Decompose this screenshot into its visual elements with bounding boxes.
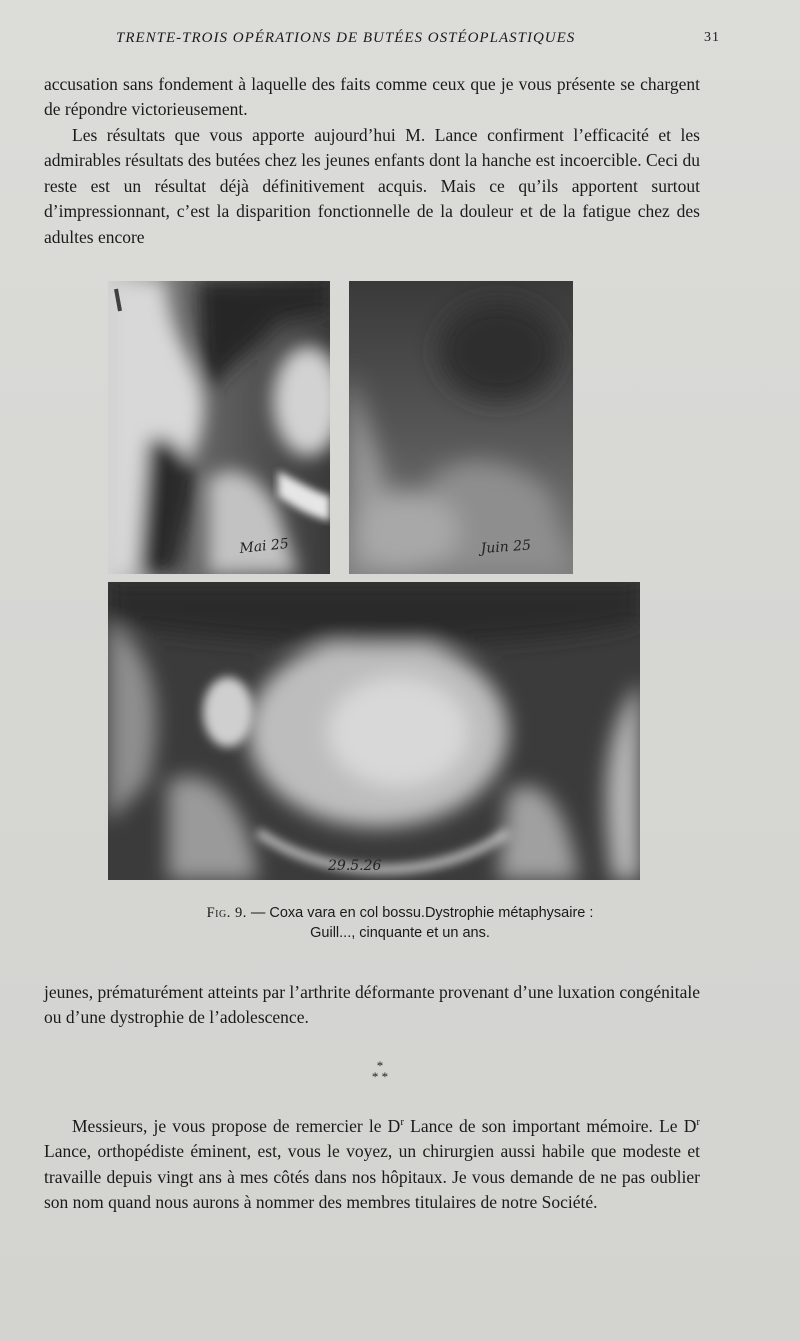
radiograph-pelvis (108, 582, 640, 880)
page-number: 31 (704, 30, 720, 45)
paragraph-3: jeunes, prématurément atteints par l’arthrite déformante provenant d’une luxation congénitale ou d’une dystrophie de l’adolescence. (44, 982, 700, 1028)
figure-label: Fig. 9. (206, 905, 247, 921)
bottom-inscription: 29.5.26 (328, 858, 382, 874)
paragraph-4 (44, 1110, 700, 1215)
caption-line-2: Guill..., cinquante et un ans. (310, 925, 490, 941)
p4-segment-3: Lance, orthopédiste éminent, est, vous le voyez, un chirurgien aussi habile que modeste et travaille depuis vingt ans à mes côtés dans nos hôpitaux. Je vous demande de ne pas oublier son nom quand nous aurons à nommer des membres titulaires de notre Société. (44, 1141, 700, 1213)
right-inscription: Juin 25 (480, 537, 532, 557)
asterism-bottom: * * (371, 1069, 389, 1084)
radiograph-right (349, 281, 573, 574)
p4-sup-1: r (400, 1116, 404, 1128)
figure-caption (100, 903, 700, 943)
p4-sup-2: r (696, 1116, 700, 1128)
paragraph-1: accusation sans fondement à laquelle des faits comme ceux que je vous présente se chargent de répondre victorieusement. (44, 74, 700, 120)
caption-line-1: — Coxa vara en col bossu.Dystrophie métaphysaire : (246, 905, 594, 921)
radiograph-left (108, 281, 330, 574)
asterism-top: * (376, 1058, 384, 1073)
paragraph-2: Les résultats que vous apporte aujourd’hui M. Lance confirment l’efficacité et les admirables résultats des butées chez les jeunes enfants dont la hanche est incoercible. Ceci du reste est un résultat déjà définitivement acquis. Mais ce qu’ils apportent surtout d’impressionnant, c’est la disparition fonctionnelle de la douleur et de la fatigue chez des adultes encore (44, 125, 700, 247)
left-inscription: Mai 25 (238, 535, 290, 557)
asterism-divider (340, 1060, 420, 1090)
running-title: TRENTE-TROIS OPÉRATIONS DE BUTÉES OSTÉOPLASTIQUES (116, 30, 576, 46)
p4-segment-1: Messieurs, je vous propose de remercier le D (72, 1115, 401, 1136)
p4-segment-2: Lance de son important mémoire. Le D (403, 1115, 697, 1136)
running-header (60, 30, 720, 52)
